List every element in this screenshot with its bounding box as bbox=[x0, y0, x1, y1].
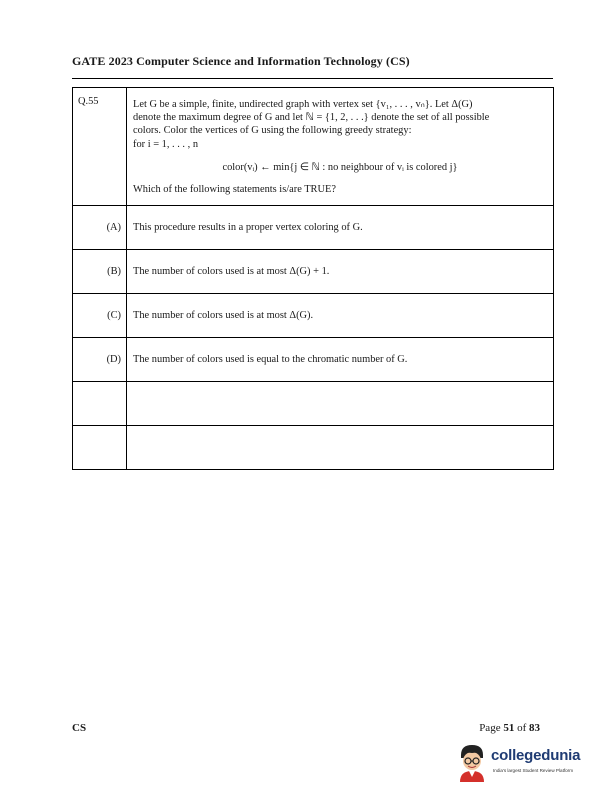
question-line-4: for i = 1, . . . , n bbox=[133, 138, 199, 150]
option-text: The number of colors used is at most Δ(G) + 1. bbox=[127, 250, 554, 294]
empty-row bbox=[73, 382, 554, 426]
collegedunia-logo bbox=[455, 742, 595, 782]
logo-brand: collegedunia bbox=[491, 747, 581, 764]
option-label: (C) bbox=[73, 294, 127, 338]
empty-cell bbox=[73, 426, 127, 470]
page-of: of bbox=[517, 722, 527, 734]
option-row-b bbox=[73, 250, 554, 294]
option-text: This procedure results in a proper vertex coloring of G. bbox=[127, 206, 554, 250]
option-label: (D) bbox=[73, 338, 127, 382]
footer-page-number bbox=[479, 722, 540, 734]
logo-tagline: India's largest Student Review Platform bbox=[493, 768, 574, 773]
question-prompt: Which of the following statements is/are TRUE? bbox=[133, 184, 336, 196]
page-header-title: GATE 2023 Computer Science and Information Technology (CS) bbox=[72, 54, 410, 68]
question-line-2: denote the maximum degree of G and let ℕ = {1, 2, . . .} denote the set of all possible bbox=[133, 112, 490, 124]
student-avatar-icon bbox=[455, 742, 489, 782]
option-row-c bbox=[73, 294, 554, 338]
option-text: The number of colors used is at most Δ(G). bbox=[127, 294, 554, 338]
greedy-equation: color(vᵢ) ← min{j ∈ ℕ : no neighbour of vᵢ is colored j} bbox=[222, 161, 458, 173]
empty-cell bbox=[127, 382, 554, 426]
header-rule bbox=[72, 78, 553, 79]
page-total: 83 bbox=[529, 722, 540, 734]
question-row bbox=[73, 88, 554, 206]
option-text: The number of colors used is equal to the chromatic number of G. bbox=[127, 338, 554, 382]
page-current: 51 bbox=[503, 722, 515, 734]
question-body bbox=[127, 88, 554, 206]
option-row-a bbox=[73, 206, 554, 250]
option-label: (B) bbox=[73, 250, 127, 294]
question-line-3: colors. Color the vertices of G using the following greedy strategy: bbox=[133, 125, 412, 137]
question-number: Q.55 bbox=[73, 88, 127, 206]
empty-cell bbox=[73, 382, 127, 426]
question-table bbox=[72, 87, 554, 470]
option-row-d bbox=[73, 338, 554, 382]
empty-row bbox=[73, 426, 554, 470]
footer-subject-code: CS bbox=[72, 722, 87, 734]
page-prefix: Page bbox=[479, 722, 501, 734]
question-text bbox=[133, 98, 547, 151]
option-label: (A) bbox=[73, 206, 127, 250]
empty-cell bbox=[127, 426, 554, 470]
question-line-1: Let G be a simple, finite, undirected graph with vertex set {v₁, . . . , vₙ}. Let Δ(G) bbox=[133, 99, 473, 110]
